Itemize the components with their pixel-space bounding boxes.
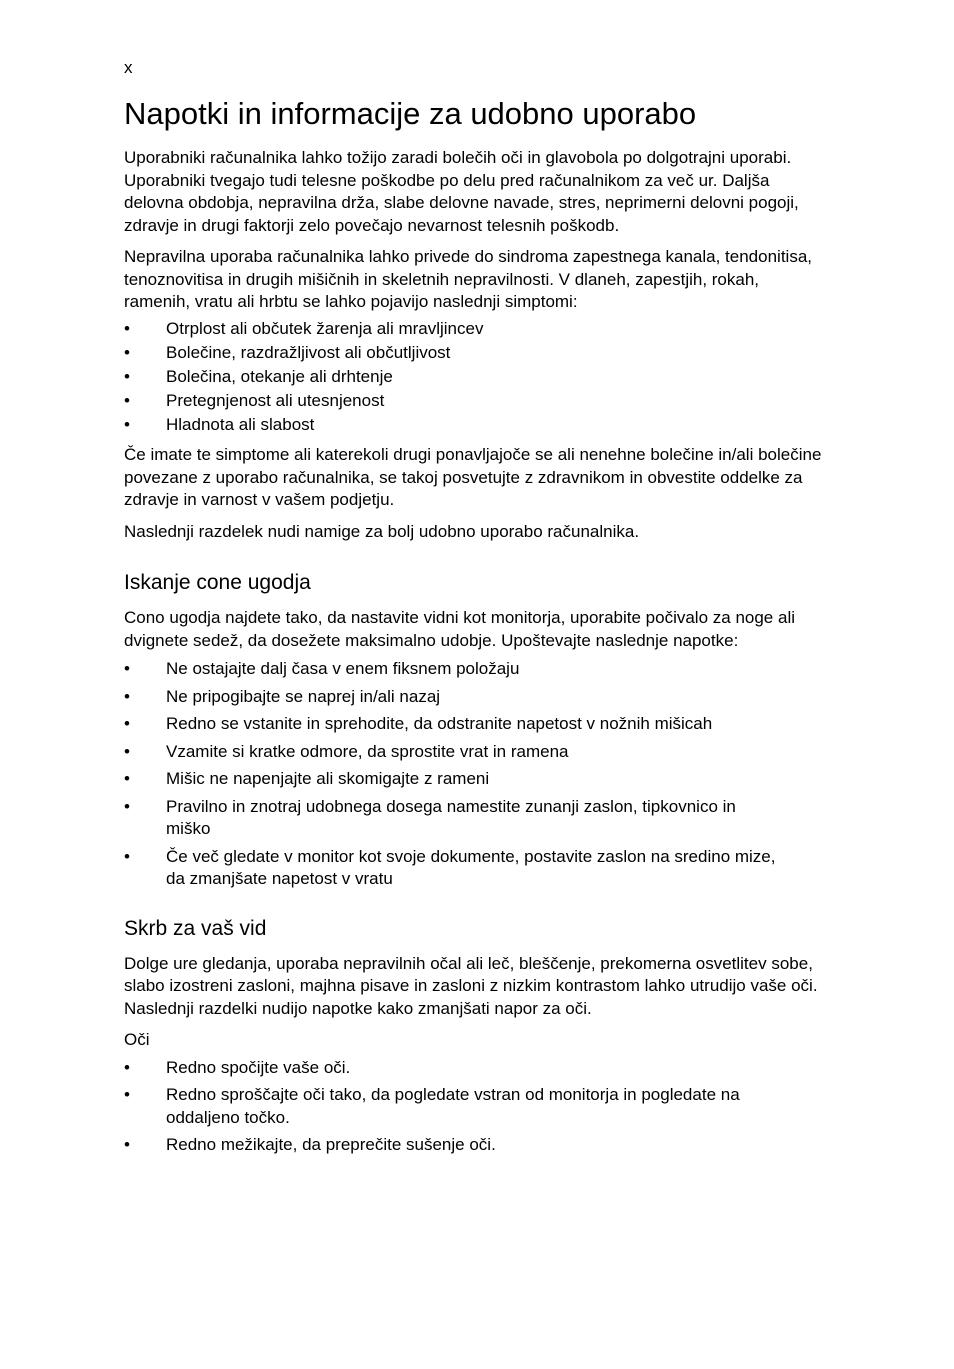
list-item: • Bolečina, otekanje ali drhtenje (124, 366, 824, 389)
list-item: • Ne ostajajte dalj časa v enem fiksnem položaju (124, 658, 824, 681)
list-item: • Mišic ne napenjajte ali skomigajte z rameni (124, 768, 824, 791)
section-heading-comfort: Iskanje cone ugodja (124, 571, 311, 595)
list-item: • Redno sproščajte oči tako, da pogledate vstran od monitorja in pogledate na oddaljeno točko. (124, 1084, 806, 1129)
list-item: • Bolečine, razdražljivost ali občutljivost (124, 342, 824, 365)
list-item: • Če več gledate v monitor kot svoje dokumente, postavite zaslon na sredino mize, da zmanjšate napetost v vratu (124, 846, 796, 891)
page-title: Napotki in informacije za udobno uporabo (124, 96, 697, 131)
symptoms-list (124, 318, 824, 437)
list-item: • Pretegnjenost ali utesnjenost (124, 390, 824, 413)
list-item: • Redno spočijte vaše oči. (124, 1057, 824, 1080)
list-item: • Hladnota ali slabost (124, 414, 824, 437)
vision-paragraph: Dolge ure gledanja, uporaba nepravilnih očal ali leč, bleščenje, prekomerna osvetlitev sobe, slabo izostreni zasloni, majhna pisave in zasloni z nizkim kontrastom lahko utrudijo vaše oči. Naslednji razdelki nudijo napotke kako zmanjšati napor za oči. (124, 953, 818, 1018)
section-heading-vision: Skrb za vaš vid (124, 916, 267, 940)
eyes-subheading: Oči (124, 1030, 150, 1050)
intro-paragraph-1: Uporabniki računalnika lahko tožijo zaradi bolečih oči in glavobola po dolgotrajni uporabi. Uporabniki tvegajo tudi telesne poškodbe po delu pred računalnikom za več ur. Daljša delovna obdobja, nepravilna drža, slabe delovne navade, stres, neprimerni delovni pogoji, zdravje in drugi faktorji zelo povečajo nevarnost telesnih poškodb. (124, 148, 799, 235)
list-item: • Redno mežikajte, da preprečite sušenje oči. (124, 1134, 824, 1157)
page-number: x (124, 58, 133, 77)
next-section-note: Naslednji razdelek nudi namige za bolj udobno uporabo računalnika. (124, 521, 640, 541)
list-item: • Otrplost ali občutek žarenja ali mravljincev (124, 318, 824, 341)
eyes-list (124, 1057, 824, 1157)
comfort-list (124, 658, 824, 891)
list-item: • Ne pripogibajte se naprej in/ali nazaj (124, 686, 824, 709)
comfort-paragraph: Cono ugodja najdete tako, da nastavite vidni kot monitorja, uporabite počivalo za noge ali dvignete sedež, da dosežete maksimalno udobje. Upoštevajte naslednje napotke: (124, 608, 795, 650)
page-content (124, 94, 824, 1162)
list-item: • Pravilno in znotraj udobnega dosega namestite zunanji zaslon, tipkovnico in miško (124, 796, 776, 841)
list-item: • Vzamite si kratke odmore, da sprostite vrat in ramena (124, 741, 824, 764)
symptoms-advice-paragraph: Če imate te simptome ali katerekoli drugi ponavljajoče se ali nenehne bolečine in/ali bolečine povezane z uporabo računalnika, se takoj posvetujte z zdravnikom in obvestite oddelke za zdravje in varnost v vašem podjetju. (124, 445, 822, 510)
intro-paragraph-2: Nepravilna uporaba računalnika lahko privede do sindroma zapestnega kanala, tendonitisa, tenoznovitisa in drugih mišičnih in skeletnih nepravilnosti. V dlaneh, zapestjih, rokah, ramenih, vratu ali hrbtu se lahko pojavijo naslednji simptomi: (124, 247, 813, 311)
list-item: • Redno se vstanite in sprehodite, da odstranite napetost v nožnih mišicah (124, 713, 824, 736)
